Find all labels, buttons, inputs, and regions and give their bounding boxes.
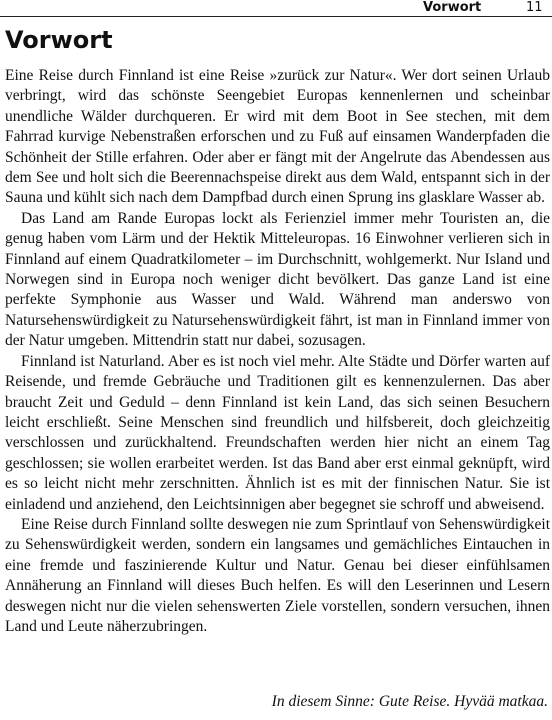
paragraph-1: Eine Reise durch Finnland ist eine Reise »zurück zur Natur«. Wer dort seinen Urlaub verbringt, wird das schönste Seengebiet Europas kennenlernen und scheinbar unendliche Wälder durchqueren. Er wird mit dem Boot in See stechen, mit dem Fahrrad kurvige Nebenstraßen erforschen und zu Fuß auf einsamen Wanderpfaden die Schönheit der Stille erfahren. Oder aber er fängt mit der Angelrute das Abendessen aus dem See und holt sich die Beerennachspeise direkt aus dem Wald, entspannt sich in der Sauna und kühlt sich nach dem Dampfbad durch einen Sprung ins glasklare Wasser ab. [5,67,550,207]
body-text [5,66,550,637]
closing-line: In diesem Sinne: Gute Reise. Hyvää matkaa. [271,693,548,710]
page-number: 11 [526,0,543,15]
paragraph-4: Eine Reise durch Finnland sollte deswegen nie zum Sprintlauf von Sehenswürdigkeit zu Sehenswürdigkeit werden, sondern ein langsames und gemächliches Eintauchen in eine fremde und faszinierende Kultur und Natur. Genau bei dieser einfühlsamen Annäherung an Finnland will dieses Buch helfen. Es will den Leserinnen und Lesern deswegen nicht nur die vielen sehenswerten Ziele vorstellen, sondern versuchen, ihnen Land und Leute näherzubringen. [5,515,550,635]
chapter-title: Vorwort [5,26,113,54]
paragraph-3: Finnland ist Naturland. Aber es ist noch viel mehr. Alte Städte und Dörfer warten auf Reisende, und fremde Gebräuche und Traditionen gilt es kennenzulernen. Das aber braucht Zeit und Geduld – denn Finnland ist kein Land, das sich seinen Besuchern leicht erschließt. Seine Menschen sind freundlich und hilfsbereit, doch gleichzeitig verschlossen und zurückhaltend. Freundschaften werden hier nicht an einem Tag geschlossen; sie wollen erarbeitet werden. Ist das Band aber erst einmal geknüpft, wird es so leicht nicht mehr zerschnitten. Ähnlich ist es mit der finnischen Natur. Sie ist einladend und anziehend, den Leichtsinnigen aber begegnet sie schroff und abweisend. [5,352,550,513]
running-header-title: Vorwort [423,0,482,15]
paragraph-2: Das Land am Rande Europas lockt als Ferienziel immer mehr Touristen an, die genug haben vom Lärm und der Hektik Mitteleuropas. 16 Einwohner verlieren sich in Finnland auf einem Quadratkilometer – im Durchschnitt, wohlgemerkt. Nur Island und Norwegen sind in Europa noch weniger dicht bevölkert. Das ganze Land ist eine perfekte Symphonie aus Wasser und Wald. Während man anderswo von Natursehenswürdigkeit zu Natursehenswürdigkeit fährt, ist man in Finnland immer von der Natur umgeben. Mittendrin statt nur dabei, sozusagen. [5,209,550,350]
running-header [0,0,552,17]
